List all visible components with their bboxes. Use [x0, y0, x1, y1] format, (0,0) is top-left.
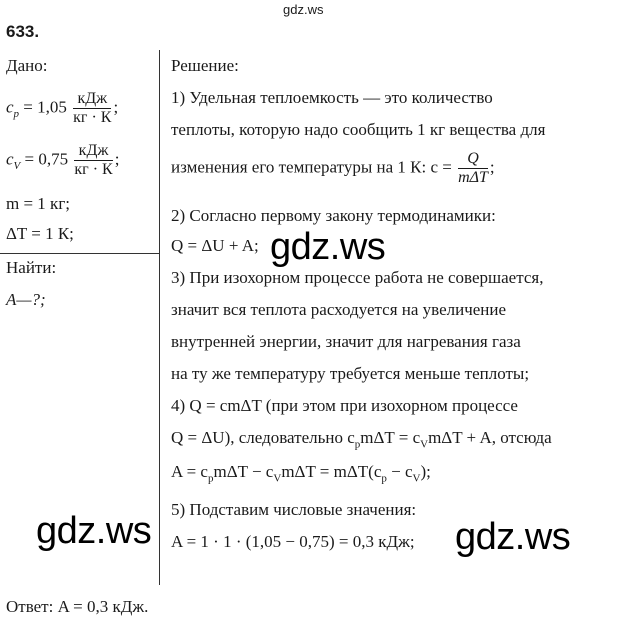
step4-l3-a: A = c	[171, 462, 208, 481]
solution-step3-line4: на ту же температуру требуется меньше теплоты;	[171, 364, 530, 383]
step4-l2-c: mΔT = c	[360, 428, 421, 447]
step4-l2-sub-v: V	[420, 438, 429, 451]
watermark-center: gdz.ws	[270, 226, 386, 268]
step4-l3-c: mΔT − c	[213, 462, 274, 481]
solution-step3-line2: значит вся теплота расходуется на увеличение	[171, 300, 507, 319]
solution-step4-line1: 4) Q = cmΔT (при этом при изохорном процессе	[171, 396, 518, 415]
solution-step1-line1: 1) Удельная теплоемкость — это количество	[171, 88, 493, 107]
step4-l2-a: Q = ΔU), следовательно c	[171, 428, 355, 447]
solution-step1-line3	[171, 150, 495, 187]
given-label: Дано:	[6, 56, 48, 75]
cv-unit-num: кДж	[74, 142, 112, 161]
solution-step4-line3	[171, 462, 431, 484]
watermark-left: gdz.ws	[36, 510, 152, 552]
step4-l3-e: mΔT = mΔT(c	[281, 462, 382, 481]
given-cv	[6, 142, 119, 179]
given-cp	[6, 90, 118, 127]
solution-step3-line3: внутренней энергии, значит для нагревания газа	[171, 332, 521, 351]
cv-subscript: V	[13, 159, 21, 172]
step4-l3-sub-p2: p	[381, 472, 387, 485]
cv-value: = 0,75	[24, 149, 69, 169]
horizontal-divider	[0, 253, 159, 254]
answer: Ответ: A = 0,3 кДж.	[6, 597, 149, 616]
cp-unit-num: кДж	[73, 90, 111, 109]
cp-unit-den: кг · К	[73, 109, 112, 126]
solution-label: Решение:	[171, 56, 239, 75]
solution-step3-line1: 3) При изохорном процессе работа не совершается,	[171, 268, 544, 287]
step4-l3-g: − c	[386, 462, 413, 481]
step1-text: изменения его температуры на 1 К: c =	[171, 157, 452, 177]
step1-frac-den: mΔT	[458, 169, 488, 186]
find-label: Найти:	[6, 258, 57, 277]
given-delta-t: ΔT = 1 К;	[6, 224, 74, 243]
solution-step5-line1: 5) Подставим числовые значения:	[171, 500, 417, 519]
problem-number-text: 633	[6, 22, 35, 41]
cp-subscript: p	[13, 107, 20, 120]
find-value: A—?;	[6, 290, 46, 309]
step1-end: ;	[489, 157, 495, 177]
watermark-right: gdz.ws	[455, 516, 571, 558]
step4-l3-sub-p1: p	[207, 472, 214, 485]
cp-value: = 1,05	[23, 97, 67, 117]
step4-l2-e: mΔT + A, отсюда	[428, 428, 552, 447]
solution-step4-line2	[171, 428, 552, 450]
problem-number: 633.	[6, 22, 40, 41]
solution-step1-line2: теплоты, которую надо сообщить 1 кг вещества для	[171, 120, 546, 139]
step4-l3-sub-v2: V	[412, 472, 421, 485]
vertical-divider	[159, 50, 160, 585]
step1-fraction	[458, 150, 488, 187]
step4-l2-sub-p: p	[354, 438, 361, 451]
cp-symbol: c	[6, 97, 14, 117]
given-mass: m = 1 кг;	[6, 194, 71, 213]
cp-unit-fraction	[73, 90, 111, 127]
cv-unit-fraction	[74, 142, 112, 179]
cp-semicolon: ;	[113, 97, 119, 117]
step4-l3-sub-v1: V	[273, 472, 282, 485]
solution-step2-line2: Q = ΔU + A;	[171, 236, 259, 255]
step4-l3-i: );	[420, 462, 431, 481]
watermark-small: gdz.ws	[283, 2, 324, 17]
cv-unit-den: кг · К	[74, 161, 113, 178]
solution-step5-line2: A = 1 · 1 · (1,05 − 0,75) = 0,3 кДж;	[171, 532, 415, 551]
solution-step2-line1: 2) Согласно первому закону термодинамики:	[171, 206, 496, 225]
cv-symbol: c	[6, 149, 14, 169]
step1-frac-num: Q	[458, 150, 488, 169]
cv-semicolon: ;	[114, 149, 120, 169]
